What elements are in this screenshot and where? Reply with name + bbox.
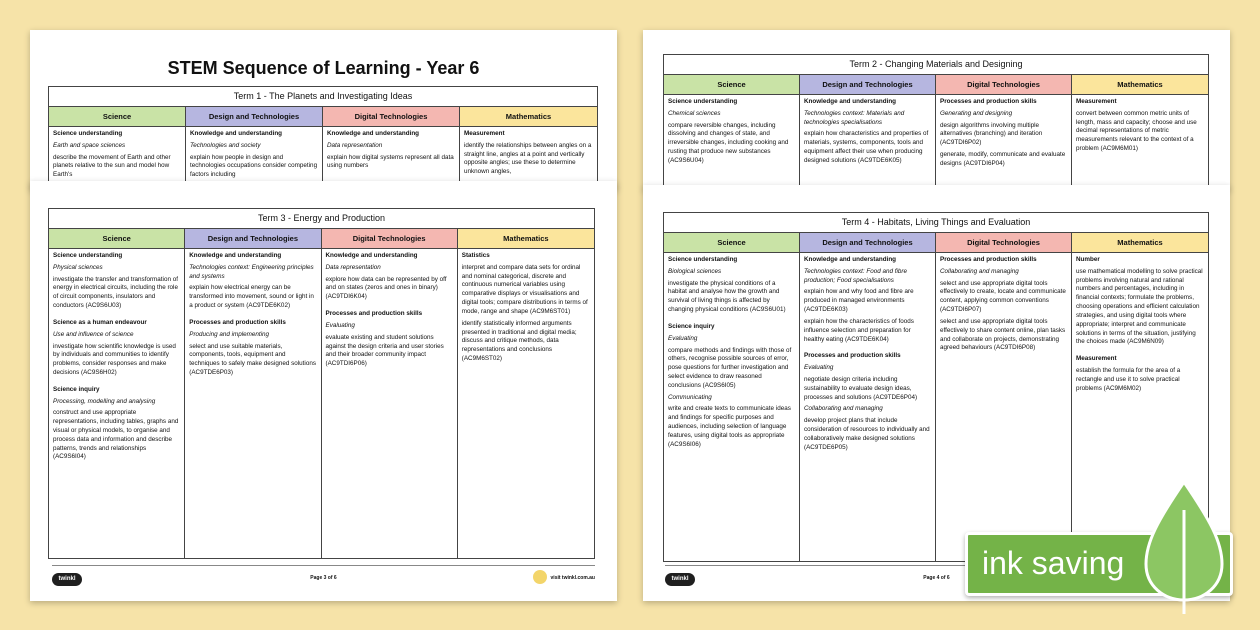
content-descriptor: convert between common metric units of length, mass and capacity; choose and use decimal representations of metric measurements relevant to the context of a problem (AC9M6M01) (1076, 109, 1197, 153)
sub-strand-label: Evaluating (804, 364, 834, 372)
content-descriptor: interpret and compare data sets for ordinal and nominal categorical, discrete and continuous numerical variables using comparative displays or visualisations and digital tools; compare distributions in terms of mode, range and shape (AC9M6ST01) (461, 263, 588, 315)
header-science: Science (49, 107, 186, 126)
header-digital-technologies: Digital Technologies (936, 75, 1072, 94)
term-3-maths-cell (458, 249, 594, 559)
twinkl-logo: twinkl (665, 573, 695, 586)
term-3-digital-cell (322, 249, 458, 559)
content-descriptor: generate, modify, communicate and evaluate designs (AC9TDI6P04) (940, 151, 1066, 167)
header-mathematics: Mathematics (458, 229, 594, 248)
strand-heading: Knowledge and understanding (804, 256, 897, 263)
strand-heading: Science inquiry (668, 322, 715, 330)
strand-heading: Knowledge and understanding (190, 130, 283, 137)
strand-heading: Science as a human endeavour (53, 318, 147, 326)
strand-heading: Science understanding (53, 130, 123, 137)
term-2-digital-cell (936, 95, 1072, 190)
content-descriptor: explain how electrical energy can be transformed into movement, sound or light in a product or system (AC9TDE6K02) (189, 284, 314, 310)
sub-strand-label: Collaborating and managing (804, 405, 883, 413)
header-mathematics: Mathematics (1072, 75, 1208, 94)
sheet-term-3 (30, 181, 617, 601)
content-descriptor: explain how characteristics and properties of materials, systems, components, tools and equipment affect their use when producing designed solutions (AC9TDE6K05) (804, 130, 929, 164)
term-2-title: Term 2 - Changing Materials and Designing (664, 55, 1208, 75)
header-digital-technologies: Digital Technologies (936, 233, 1072, 252)
header-digital-technologies: Digital Technologies (322, 229, 458, 248)
page-footer (52, 565, 595, 587)
leaf-icon (1138, 480, 1230, 616)
content-descriptor: investigate how scientific knowledge is used by individuals and communities to identify problems, consider responses and make decisions (AC9S6H02) (53, 342, 176, 376)
term-4-table (663, 212, 1209, 562)
sub-strand-label: Evaluating (325, 321, 355, 329)
term-3-dt-cell (185, 249, 321, 559)
strand-heading: Number (1076, 256, 1100, 263)
strand-heading: Knowledge and understanding (325, 252, 418, 259)
header-design-technologies: Design and Technologies (800, 233, 936, 252)
sub-strand-label: Physical sciences (53, 263, 103, 271)
content-descriptor: evaluate existing and student solutions against the design criteria and user stories and their broader community impact (AC9TDI6P06) (325, 333, 444, 368)
strand-heading: Measurement (1076, 355, 1117, 363)
sub-strand-label: Generating and designing (940, 109, 1013, 117)
content-descriptor: design algorithms involving multiple alternatives (branching) and iteration (AC9TDI6P02) (940, 121, 1043, 147)
sub-strand-label: Processing, modelling and analysing (53, 397, 156, 405)
strand-heading: Measurement (1076, 98, 1117, 105)
page-number: Page 4 of 6 (923, 575, 950, 581)
term-2-table (663, 54, 1209, 190)
content-descriptor: identify statistically informed arguments presented in traditional and digital media; discuss and critique methods, data representations and conclusions (AC9M6ST02) (461, 319, 577, 362)
term-4-science-cell (664, 253, 800, 562)
term-1-title: Term 1 - The Planets and Investigating Ideas (49, 87, 597, 107)
sub-strand-label: Technologies context: Engineering principles and systems (189, 263, 314, 280)
content-descriptor: compare methods and findings with those of others, recognise possible sources of error, pose questions for further investigation and select evidence to draw reasoned conclusions (AC9S6I05) (668, 346, 792, 389)
sub-strand-label: Biological sciences (668, 267, 722, 275)
term-2-dt-cell (800, 95, 936, 190)
header-science: Science (664, 75, 800, 94)
content-descriptor: explore how data can be represented by off and on states (zeros and ones in binary) (AC9TDI6K04) (325, 275, 447, 301)
term-2-science-cell (664, 95, 800, 190)
strand-heading: Science understanding (668, 256, 738, 263)
strand-heading: Statistics (461, 252, 490, 259)
ink-saving-label: ink saving (982, 545, 1125, 581)
content-descriptor: investigate the transfer and transformation of energy in electrical circuits, including the role of circuit components, insulators and conductors (AC9S6U03) (53, 275, 178, 310)
content-descriptor: select and use appropriate digital tools effectively to create, locate and communicate content, applying common conventions (AC9TDI6P07) (940, 279, 1066, 314)
header-mathematics: Mathematics (460, 107, 597, 126)
header-science: Science (49, 229, 185, 248)
term-2-maths-cell (1072, 95, 1208, 190)
header-design-technologies: Design and Technologies (800, 75, 936, 94)
header-design-technologies: Design and Technologies (186, 107, 323, 126)
content-descriptor: compare reversible changes, including dissolving and changes of state, and irreversible changes, including cooking and rusting that produce new substances (AC9S6U04) (668, 121, 789, 164)
award-badge-icon (533, 570, 547, 584)
strand-heading: Knowledge and understanding (804, 98, 897, 105)
strand-heading: Science inquiry (53, 385, 100, 393)
content-descriptor: construct and use appropriate representations, including tables, graphs and visual or physical models, to organise and process data and information and describe patterns, trends and relationships (AC9S6I04) (53, 409, 179, 461)
content-descriptor: explain how digital systems represent all data using numbers (327, 153, 454, 170)
sub-strand-label: Use and influence of science (53, 330, 134, 338)
term-4-dt-cell (800, 253, 936, 562)
strand-heading: Processes and production skills (804, 352, 901, 360)
content-descriptor: write and create texts to communicate ideas and findings for specific purposes and audiences, including selection of language features, using digital tools as appropriate (AC9S6I06) (668, 405, 791, 448)
sub-strand-label: Earth and space sciences (53, 141, 126, 149)
strand-heading: Knowledge and understanding (189, 252, 282, 259)
strand-heading: Science understanding (668, 98, 738, 105)
header-design-technologies: Design and Technologies (185, 229, 321, 248)
header-mathematics: Mathematics (1072, 233, 1208, 252)
sub-strand-label: Chemical sciences (668, 109, 721, 117)
strand-heading: Measurement (464, 130, 505, 137)
content-descriptor: describe the movement of Earth and other planets relative to the sun and model how Earth's (53, 153, 171, 179)
page-number: Page 3 of 6 (310, 575, 337, 581)
header-science: Science (664, 233, 800, 252)
document-title: STEM Sequence of Learning - Year 6 (167, 58, 480, 78)
content-descriptor: negotiate design criteria including sustainability to evaluate design ideas, processes and solutions (AC9TDE6P04) (804, 375, 918, 401)
content-descriptor: identify the relationships between angles on a straight line, angles at a point and vertically opposite angles; use these to determine unknown angles, (464, 141, 592, 176)
sheet-term-1 (30, 30, 617, 190)
header-digital-technologies: Digital Technologies (323, 107, 460, 126)
content-descriptor: select and use suitable materials, components, tools, equipment and techniques to safely make designed solutions (AC9TDE6P03) (189, 342, 316, 376)
term-3-science-cell (49, 249, 185, 559)
sub-strand-label: Evaluating (668, 334, 698, 342)
sub-strand-label: Collaborating and managing (940, 267, 1019, 275)
content-descriptor: explain how and why food and fibre are produced in managed environments (AC9TDE6K03) (804, 288, 914, 314)
term-3-table (48, 208, 595, 559)
strand-heading: Science understanding (53, 252, 123, 259)
term-1-table (48, 86, 598, 190)
strand-heading: Knowledge and understanding (327, 130, 420, 137)
sub-strand-label: Technologies context: Food and fibre production; Food specialisations (804, 267, 908, 284)
sub-strand-label: Technologies context: Materials and technologies specialisations (804, 109, 905, 126)
content-descriptor: establish the formula for the area of a rectangle and use it to solve practical problems (AC9M6M02) (1076, 366, 1181, 392)
strand-heading: Processes and production skills (189, 318, 286, 326)
footer-url: visit twinkl.com.au (550, 575, 595, 581)
term-4-title: Term 4 - Habitats, Living Things and Evaluation (664, 213, 1208, 233)
sub-strand-label: Communicating (668, 393, 712, 401)
content-descriptor: investigate the physical conditions of a habitat and analyse how the growth and survival of living things is affected by changing physical conditions (AC9S6U01) (668, 279, 786, 314)
content-descriptor: explain how people in design and technologies occupations consider competing factors including (190, 153, 318, 179)
strand-heading: Processes and production skills (940, 98, 1037, 105)
sub-strand-label: Technologies and society (190, 141, 261, 149)
term-4-digital-cell (936, 253, 1072, 562)
strand-heading: Processes and production skills (940, 256, 1037, 263)
strand-heading: Processes and production skills (325, 310, 423, 318)
content-descriptor: use mathematical modelling to solve practical problems involving natural and rational numbers and percentages, including in financial contexts; formulate the problems, choosing operations and efficient calculation strategies, and using digital tools where appropriate; interpret and communicate solutions in terms of the situation, justifying the choices made (AC9M6N09) (1076, 267, 1203, 346)
term-3-title: Term 3 - Energy and Production (49, 209, 594, 229)
sub-strand-label: Producing and implementing (189, 330, 270, 338)
twinkl-logo: twinkl (52, 573, 82, 586)
sub-strand-label: Data representation (325, 263, 381, 271)
sheet-term-2 (643, 30, 1230, 190)
content-descriptor: explain how the characteristics of foods influence selection and preparation for healthy eating (AC9TDE6K04) (804, 317, 914, 343)
content-descriptor: select and use appropriate digital tools effectively to share content online, plan tasks and collaborate on projects, demonstrating agreed behaviours (AC9TDI6P08) (940, 317, 1066, 352)
content-descriptor: develop project plans that include consideration of resources to individually and collaboratively make designed solutions (AC9TDE6P05) (804, 417, 930, 451)
sub-strand-label: Data representation (327, 141, 383, 149)
